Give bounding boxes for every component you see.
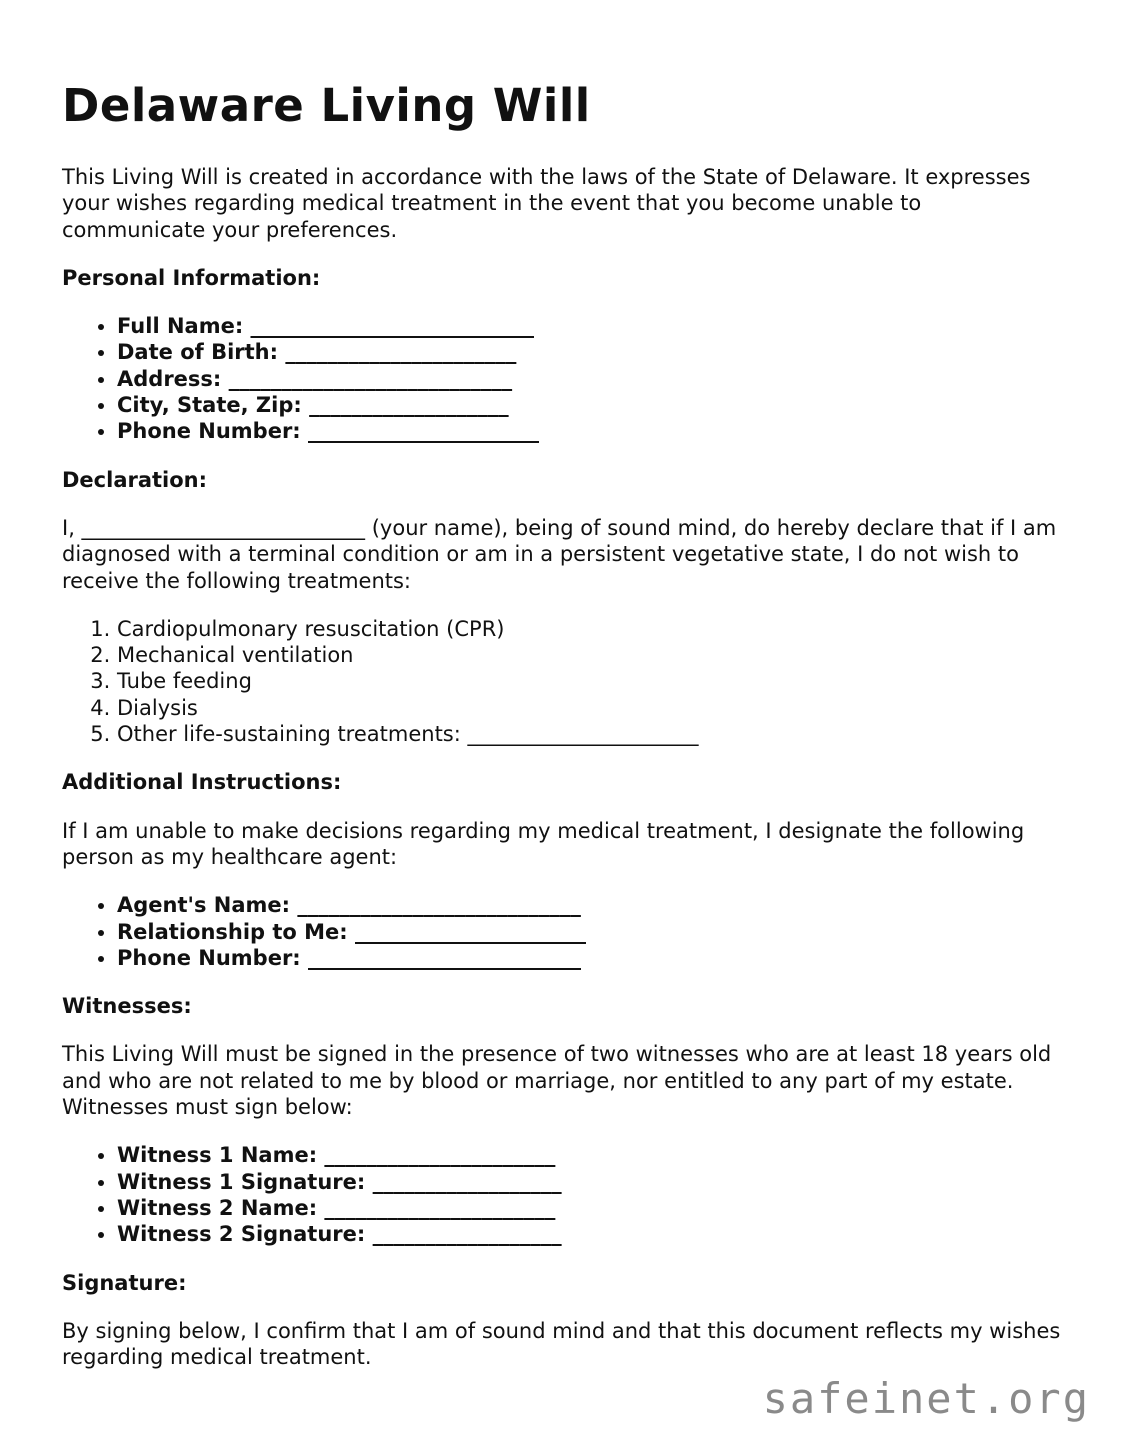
watermark-text: safeinet.org (762, 1374, 1090, 1423)
treatments-list (62, 616, 1067, 747)
agent-field-relationship: • Relationship to Me: ______________________ (117, 919, 1067, 945)
personal-information-heading: Personal Information: (62, 265, 321, 290)
witnesses-list (62, 1142, 1067, 1247)
witnesses-paragraph: This Living Will must be signed in the presence of two witnesses who are at least 18 years old and who are not related to me by blood or marriage, nor entitled to any part of my estate. Witnesses must sign below: (62, 1042, 1052, 1120)
treatment-item: 1. Cardiopulmonary resuscitation (CPR) (117, 616, 1067, 642)
witnesses-heading: Witnesses: (62, 994, 192, 1019)
personal-field-phone-number: • Phone Number: ______________________ (117, 418, 1067, 444)
agent-field-name: • Agent's Name: ___________________________ (117, 892, 1067, 918)
signature-paragraph: By signing below, I confirm that I am of sound mind and that this document reflects my wishes regarding medical treatment. (62, 1318, 1061, 1370)
signature-heading: Signature: (62, 1270, 187, 1295)
witness-2-name-field: • Witness 2 Name: ______________________ (117, 1195, 1067, 1221)
treatment-item: 4. Dialysis (117, 695, 1067, 721)
witness-2-signature-field: • Witness 2 Signature: __________________ (117, 1221, 1067, 1247)
document-page (62, 78, 1067, 1392)
declaration-heading: Declaration: (62, 467, 208, 492)
treatment-item: 3. Tube feeding (117, 668, 1067, 694)
additional-instructions-heading: Additional Instructions: (62, 770, 342, 795)
witness-1-name-field: • Witness 1 Name: ______________________ (117, 1142, 1067, 1168)
treatment-item: 5. Other life-sustaining treatments: ______________________ (117, 721, 1067, 747)
document-title: Delaware Living Will (62, 79, 591, 132)
personal-field-full-name: • Full Name: ___________________________ (117, 313, 1067, 339)
agent-field-phone-number: • Phone Number: __________________________ (117, 945, 1067, 971)
witness-1-signature-field: • Witness 1 Signature: __________________ (117, 1169, 1067, 1195)
agent-information-list (62, 892, 1067, 971)
personal-field-address: • Address: ___________________________ (117, 366, 1067, 392)
personal-field-city-state-zip: • City, State, Zip: ___________________ (117, 392, 1067, 418)
declaration-paragraph: I, ___________________________ (your name), being of sound mind, do hereby declare that if I am diagnosed with a terminal condition or am in a persistent vegetative state, I do not wish to receive the following treatments: (62, 515, 1057, 593)
personal-information-list (62, 313, 1067, 444)
personal-field-date-of-birth: • Date of Birth: ______________________ (117, 339, 1067, 365)
treatment-item: 2. Mechanical ventilation (117, 642, 1067, 668)
additional-instructions-paragraph: If I am unable to make decisions regarding my medical treatment, I designate the following person as my healthcare agent: (62, 818, 1025, 869)
intro-paragraph: This Living Will is created in accordance with the laws of the State of Delaware. It expresses your wishes regarding medical treatment in the event that you become unable to communicate your preferences. (62, 165, 1031, 242)
